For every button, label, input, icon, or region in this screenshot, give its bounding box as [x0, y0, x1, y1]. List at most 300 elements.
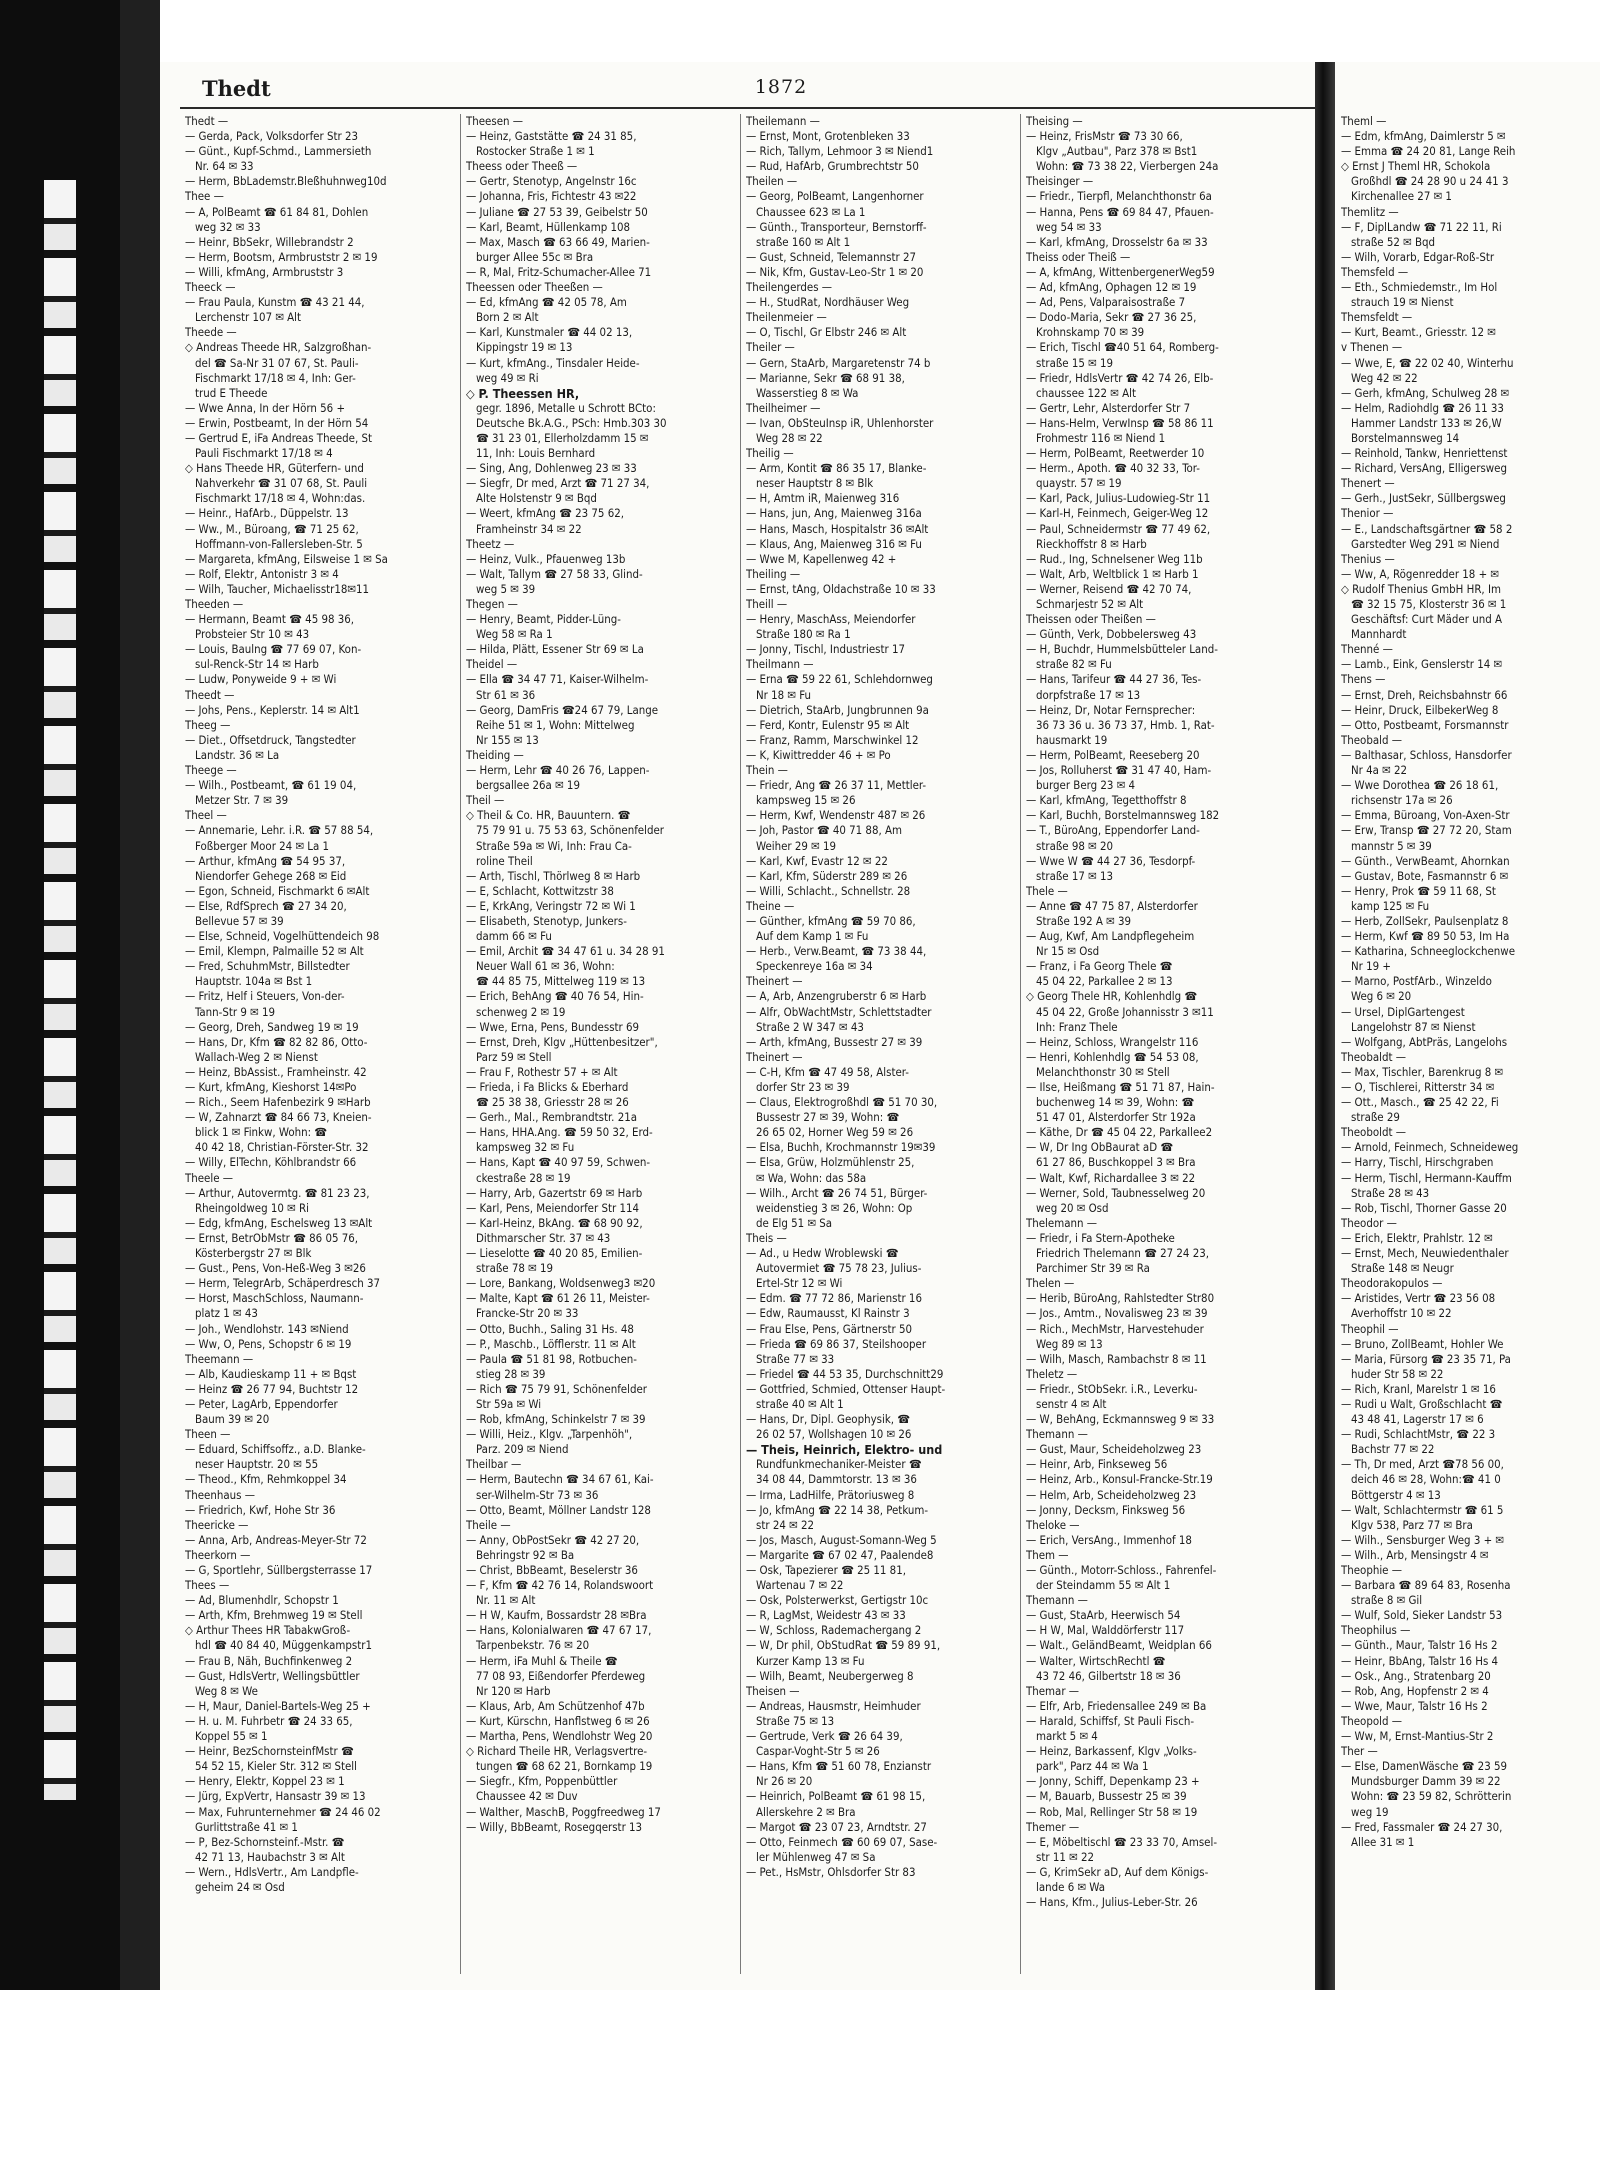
directory-entry-line: — Klaus, Ang, Maienweg 316 ✉ Fu	[746, 536, 922, 551]
directory-entry-line: — Ernst, Mont, Grotenbleken 33	[746, 129, 910, 144]
directory-entry-line: 54 52 15, Kieler Str. 312 ✉ Stell	[195, 1759, 357, 1774]
directory-entry-line: ◇ P. Theessen HR,	[466, 385, 580, 401]
directory-entry-line: — Malte, Kapt ☎ 61 26 11, Meister-	[466, 1291, 650, 1306]
directory-entry-line: — E, Möbeltischl ☎ 23 33 70, Amsel-	[1026, 1834, 1218, 1849]
directory-entry-line: — Claus, Elektrogroßhdl ☎ 51 70 30,	[746, 1095, 938, 1110]
directory-entry-line: — Rob, kfmAng, Schinkelstr 7 ✉ 39	[466, 1412, 646, 1427]
directory-entry-line: Baum 39 ✉ 20	[195, 1412, 270, 1427]
directory-entry-line: — A, PolBeamt ☎ 61 84 81, Dohlen	[185, 204, 369, 219]
directory-entry-line: — Hermann, Beamt ☎ 45 98 36,	[185, 612, 355, 627]
directory-entry-line: Theissen oder Theißen —	[1026, 612, 1156, 627]
directory-entry-line: — Elfr, Arb, Friedensallee 249 ✉ Ba	[1026, 1698, 1207, 1713]
directory-entry-line: — Annemarie, Lehr. i.R. ☎ 57 88 54,	[185, 823, 374, 838]
directory-entry-line: 45 04 22, Parkallee 2 ✉ 13	[1036, 974, 1173, 989]
directory-entry-line: Theedt —	[185, 687, 235, 702]
directory-entry-line: Theml —	[1341, 114, 1387, 128]
directory-entry-line: — Henry, Beamt, Pidder-Lüng-	[466, 612, 621, 627]
directory-entry-line: — Henry, MaschAss, Meiendorfer	[746, 612, 916, 627]
directory-entry-line: — Harry, Arb, Gazertstr 69 ✉ Harb	[466, 1185, 643, 1200]
directory-entry-line: hausmarkt 19	[1036, 732, 1108, 747]
directory-entry-line: — Marno, PostfArb., Winzeldo	[1341, 974, 1492, 989]
directory-entry-line: — Ilse, Heißmang ☎ 51 71 87, Hain-	[1026, 1080, 1215, 1094]
directory-entry-line: str 11 ✉ 22	[1036, 1849, 1094, 1864]
directory-entry-line: — Werner, Sold, Taubnesselweg 20	[1026, 1185, 1206, 1200]
directory-entry-line: ◇ Georg Thele HR, Kohlenhdlg ☎	[1026, 989, 1198, 1004]
directory-entry-line: Theine —	[746, 898, 795, 913]
directory-entry-line: — Aug, Kwf, Am Landpflegeheim	[1026, 929, 1195, 944]
directory-entry-line: Parz. 209 ✉ Niend	[476, 1442, 569, 1457]
directory-entry-line: Garstedter Weg 291 ✉ Niend	[1351, 536, 1500, 551]
directory-column-1	[180, 114, 458, 1974]
directory-entry-line: — C-H, Kfm ☎ 47 49 58, Alster-	[746, 1064, 909, 1079]
directory-entry-line: — E, Schlacht, Kottwitzstr 38	[466, 883, 614, 898]
directory-entry-line: ser-Wilhelm-Str 73 ✉ 36	[476, 1487, 599, 1502]
directory-entry-line: der Steindamm 55 ✉ Alt 1	[1036, 1578, 1171, 1593]
directory-entry-line: — Dodo-Maria, Sekr ☎ 27 36 25,	[1026, 310, 1197, 325]
directory-entry-line: — Henry, Prok ☎ 59 11 68, St	[1341, 883, 1496, 898]
directory-entry-line: — Barbara ☎ 89 64 83, Rosenha	[1341, 1578, 1511, 1593]
directory-entry-line: Tann-Str 9 ✉ 19	[195, 1004, 275, 1019]
directory-entry-line: — Wilh, Beamt, Neubergerweg 8	[746, 1668, 914, 1683]
directory-entry-line: Gurlittstraße 41 ✉ 1	[195, 1819, 298, 1834]
directory-entry-line: ler Mühlenweg 47 ✉ Sa	[756, 1849, 876, 1864]
directory-entry-line: — Anne ☎ 47 75 87, Alsterdorfer	[1026, 898, 1198, 913]
directory-entry-line: Frohmestr 116 ✉ Niend 1	[1036, 430, 1166, 445]
directory-entry-line: — Osk., Ang., Stratenbarg 20	[1341, 1668, 1491, 1683]
directory-entry-line: Mannhardt	[1351, 627, 1407, 642]
directory-entry-line: — Friedr, Ang ☎ 26 37 11, Mettler-	[746, 778, 927, 793]
directory-entry-line: — Margarite ☎ 67 02 47, Paalende8	[746, 1547, 934, 1562]
directory-entry-line: Nr. 64 ✉ 33	[195, 159, 254, 174]
directory-entry-line: — Max, Fuhrunternehmer ☎ 24 46 02	[185, 1804, 381, 1819]
next-page	[1335, 62, 1600, 1990]
page-number: 1872	[754, 76, 808, 98]
directory-entry-line: — Heinr, BbAng, Talstr 16 Hs 4	[1341, 1653, 1499, 1668]
directory-entry-line: — P, Bez-Schornsteinf.-Mstr. ☎	[185, 1834, 345, 1849]
directory-entry-line: — Fred, Fassmaler ☎ 24 27 30,	[1341, 1819, 1503, 1834]
directory-entry-line: — Herm., Apoth. ☎ 40 32 33, Tor-	[1026, 461, 1200, 476]
directory-entry-line: Themer —	[1026, 1819, 1080, 1834]
directory-entry-line: ◇ Andreas Theede HR, Salzgroßhan-	[185, 340, 372, 355]
directory-entry-line: — Maria, Fürsorg ☎ 23 35 71, Pa	[1341, 1351, 1511, 1366]
directory-entry-line: Weg 8 ✉ We	[195, 1683, 258, 1698]
directory-entry-line: Thees —	[185, 1578, 230, 1593]
directory-entry-line: — Gern, StaArb, Margaretenstr 74 b	[746, 355, 931, 370]
directory-entry-line: — A, Arb, Anzengruberstr 6 ✉ Harb	[746, 989, 927, 1004]
directory-entry-line: — W, BehAng, Eckmannsweg 9 ✉ 33	[1026, 1412, 1215, 1427]
directory-entry-line: — Walt, Tallym ☎ 27 58 33, Glind-	[466, 566, 643, 581]
directory-entry-line: mannstr 5 ✉ 39	[1351, 838, 1432, 853]
directory-entry-line: — Fritz, Helf i Steuers, Von-der-	[185, 989, 345, 1004]
directory-entry-line: — Wolfgang, AbtPräs, Langelohs	[1341, 1034, 1508, 1049]
directory-entry-line: Rheingoldweg 10 ✉ Ri	[195, 1200, 309, 1215]
directory-entry-line: — Wilh, Vorarb, Edgar-Roß-Str	[1341, 249, 1495, 264]
directory-entry-line: Thens —	[1341, 672, 1386, 687]
directory-entry-line: Nr 4a ✉ 22	[1351, 763, 1408, 778]
directory-entry-line: — Walt., GeländBeamt, Weidplan 66	[1026, 1638, 1212, 1653]
directory-entry-line: deich 46 ✉ 28, Wohn:☎ 41 0	[1351, 1472, 1501, 1487]
directory-entry-line: — Willi, Heiz., Klgv. „Tarpenhöh",	[466, 1427, 633, 1442]
next-page-column	[1341, 114, 1596, 1850]
directory-entry-line: — Otto, Buchh., Saling 31 Hs. 48	[466, 1321, 634, 1336]
directory-entry-line: — R, LagMst, Weidestr 43 ✉ 33	[746, 1608, 906, 1623]
directory-entry-line: — Ww, A, Rögenredder 18 + ✉	[1341, 566, 1499, 581]
directory-entry-line: — Friedr., StObSekr. i.R., Leverku-	[1026, 1381, 1198, 1396]
directory-entry-line: — Harald, Schiffsf, St Pauli Fisch-	[1026, 1713, 1195, 1728]
page-header	[160, 62, 1315, 104]
directory-entry-line: platz 1 ✉ 43	[195, 1306, 258, 1321]
directory-entry-line: — Harry, Tischl, Hirschgraben	[1341, 1155, 1494, 1170]
directory-entry-line: — G, KrimSekr aD, Auf dem Königs-	[1026, 1864, 1209, 1879]
directory-entry-line: — Joh, Pastor ☎ 40 71 88, Am	[746, 823, 902, 838]
directory-entry-line: — Rob, Ang, Hopfenstr 2 ✉ 4	[1341, 1683, 1489, 1698]
directory-entry-line: burger Allee 55c ✉ Bra	[476, 249, 594, 264]
directory-entry-line: — Erw, Transp ☎ 27 72 20, Stam	[1341, 823, 1512, 838]
directory-entry-line: ☎ 31 23 01, Ellerholzdamm 15 ✉	[476, 430, 649, 445]
directory-entry-line: straße 52 ✉ Bqd	[1351, 234, 1436, 249]
directory-entry-line: Theoboldt —	[1341, 1125, 1406, 1140]
directory-entry-line: trud E Theede	[195, 385, 268, 400]
directory-entry-line: Theophil —	[1341, 1321, 1399, 1336]
directory-entry-line: senstr 4 ✉ Alt	[1036, 1396, 1107, 1411]
directory-entry-line: Weg 58 ✉ Ra 1	[476, 627, 553, 642]
directory-entry-line: Pauli Fischmarkt 17/18 ✉ 4	[195, 446, 333, 461]
directory-entry-line: Framheinstr 34 ✉ 22	[476, 521, 582, 536]
directory-entry-line: dorfer Str 23 ✉ 39	[756, 1080, 850, 1094]
directory-entry-line: Auf dem Kamp 1 ✉ Fu	[756, 929, 869, 944]
directory-entry-line: — Wilh., Postbeamt, ☎ 61 19 04,	[185, 778, 357, 793]
directory-entry-line: — Gerh., Mal., Rembrandtstr. 21a	[466, 1110, 638, 1125]
directory-entry-line: — Rich., Seem Hafenbezirk 9 ✉Harb	[185, 1095, 371, 1110]
directory-entry-line: — Richard, VersAng, Elligersweg	[1341, 461, 1507, 476]
directory-entry-line: Theising —	[1026, 114, 1083, 128]
directory-entry-line: — O, Tischl, Gr Elbstr 246 ✉ Alt	[746, 325, 907, 340]
directory-entry-line: — K, Kiwittredder 46 + ✉ Po	[746, 747, 891, 762]
directory-entry-line: Theodor —	[1341, 1215, 1397, 1230]
directory-entry-line: — Gust, Maur, Scheideholzweg 23	[1026, 1442, 1202, 1457]
directory-entry-line: — W, Zahnarzt ☎ 84 66 73, Kneien-	[185, 1110, 372, 1125]
directory-entry-line: Landstr. 36 ✉ La	[195, 747, 280, 762]
directory-entry-line: — Ernst, tAng, Oldachstraße 10 ✉ 33	[746, 581, 936, 596]
directory-entry-line: — Katharina, Schneeglockchenwe	[1341, 944, 1515, 959]
directory-entry-line: — Karl-Heinz, BkAng. ☎ 68 90 92,	[466, 1215, 643, 1230]
directory-entry-line: Bellevue 57 ✉ 39	[195, 913, 284, 928]
directory-entry-line: — Gertrud E, iFa Andreas Theede, St	[185, 430, 373, 445]
directory-entry-line: ◇ Ernst J Theml HR, Schokola	[1341, 159, 1491, 174]
directory-entry-line: ◇ Theil & Co. HR, Bauuntern. ☎	[466, 808, 631, 823]
directory-entry-line: — Ad, Blumenhdlr, Schopstr 1	[185, 1593, 339, 1608]
directory-entry-line: chaussee 122 ✉ Alt	[1036, 385, 1136, 400]
directory-entry-line: Theiling —	[746, 566, 801, 581]
directory-entry-line: — Emil, Klempn, Palmaille 52 ✉ Alt	[185, 944, 364, 959]
directory-entry-line: 36 73 36 u. 36 73 37, Hmb. 1, Rat-	[1036, 717, 1215, 732]
directory-entry-line: — Wulf, Sold, Sieker Landstr 53	[1341, 1608, 1503, 1623]
directory-entry-line: — Aristides, Vertr ☎ 23 56 08	[1341, 1291, 1496, 1306]
directory-entry-line: Inh: Franz Thele	[1036, 1019, 1118, 1034]
directory-entry-line: Rieckhoffstr 8 ✉ Harb	[1036, 536, 1147, 551]
directory-entry-line: — Gust, HdlsVertr, Wellingsbüttler	[185, 1668, 360, 1683]
directory-entry-line: Theidel —	[466, 657, 518, 672]
directory-entry-line: Born 2 ✉ Alt	[476, 310, 539, 325]
directory-entry-line: Theele —	[185, 1170, 234, 1185]
directory-entry-line: Theobaldt —	[1341, 1049, 1406, 1064]
directory-entry-line: Nr. 11 ✉ Alt	[476, 1593, 536, 1608]
directory-entry-line: Str 59a ✉ Wi	[476, 1396, 542, 1411]
directory-entry-line: — H., StudRat, Nordhäuser Weg	[746, 295, 910, 310]
directory-entry-line: — Wilh, Masch, Rambachstr 8 ✉ 11	[1026, 1351, 1207, 1366]
directory-entry-line: ◇ Richard Theile HR, Verlagsvertre-	[466, 1744, 648, 1759]
directory-entry-line: — Wwe, Maur, Talstr 16 Hs 2	[1341, 1698, 1488, 1713]
directory-entry-line: — Karl-H, Feinmech, Geiger-Weg 12	[1026, 506, 1209, 521]
directory-entry-line: — Wwe M, Kapellenweg 42 +	[746, 551, 897, 566]
directory-entry-line: Chaussee 42 ✉ Duv	[476, 1789, 578, 1804]
directory-entry-line: — Heinz, Arb., Konsul-Francke-Str.19	[1026, 1472, 1213, 1487]
directory-entry-line: neser Hauptstr. 20 ✉ 55	[195, 1457, 319, 1472]
directory-entry-line: Straße 28 ✉ 43	[1351, 1185, 1430, 1200]
directory-entry-line: — Rob, Mal, Rellinger Str 58 ✉ 19	[1026, 1804, 1198, 1819]
directory-entry-line: Rostocker Straße 1 ✉ 1	[476, 144, 595, 159]
directory-entry-line: — Ad., u Hedw Wroblewski ☎	[746, 1246, 899, 1261]
directory-entry-line: Autovermiet ☎ 75 78 23, Julius-	[756, 1261, 922, 1276]
directory-entry-line: — Erich, BehAng ☎ 40 76 54, Hin-	[466, 989, 644, 1004]
directory-entry-line: — Emma, Büroang, Von-Axen-Str	[1341, 808, 1510, 823]
directory-entry-line: Weg 28 ✉ 22	[756, 430, 823, 445]
directory-entry-line: — Friedel ☎ 44 53 35, Durchschnitt29	[746, 1366, 944, 1381]
directory-entry-line: — Günth., Motorr-Schloss., Fahrenfel-	[1026, 1563, 1217, 1577]
directory-entry-line: — Georg, DamFris ☎24 67 79, Lange	[466, 702, 659, 717]
directory-entry-line: — Hans, HHA.Ang. ☎ 59 50 32, Erd-	[466, 1125, 653, 1140]
directory-entry-line: — Hans, Dr, Kfm ☎ 82 82 86, Otto-	[185, 1034, 368, 1049]
directory-entry-line: 40 42 18, Christian-Förster-Str. 32	[195, 1140, 369, 1155]
directory-entry-line: Theen —	[185, 1427, 231, 1442]
directory-entry-line: — Hanna, Pens ☎ 69 84 47, Pfauen-	[1026, 204, 1214, 219]
directory-entry-line: — Franz, Ramm, Marschwinkel 12	[746, 732, 919, 747]
directory-entry-line: — Ernst, Mech, Neuwiedenthaler	[1341, 1246, 1509, 1261]
directory-entry-line: — Gustav, Bote, Fasmannstr 6 ✉	[1341, 868, 1509, 883]
directory-entry-line: — Ludw, Ponyweide 9 + ✉ Wi	[185, 672, 337, 687]
directory-entry-line: Reihe 51 ✉ 1, Wohn: Mittelweg	[476, 717, 635, 732]
directory-entry-line: weg 54 ✉ 33	[1036, 219, 1102, 234]
directory-entry-line: — Hans, Kapt ☎ 40 97 59, Schwen-	[466, 1155, 651, 1170]
directory-entry-line: — Else, RdfSprech ☎ 27 34 20,	[185, 898, 347, 913]
directory-entry-line: Theel —	[185, 808, 227, 823]
directory-entry-line: — H W, Mal, Walddörferstr 117	[1026, 1623, 1185, 1638]
directory-entry-line: Theile —	[466, 1517, 511, 1532]
directory-entry-line: Theilbar —	[466, 1457, 522, 1472]
spine-shadow	[120, 0, 160, 1990]
directory-entry-line: — Heinr, Arb, Finkseweg 56	[1026, 1457, 1168, 1472]
directory-entry-line: — Ella ☎ 34 47 71, Kaiser-Wilhelm-	[466, 672, 649, 687]
directory-entry-line: — Rich, Kranl, Marelstr 1 ✉ 16	[1341, 1381, 1496, 1396]
directory-entry-line: — Heinz, Schloss, Wrangelstr 116	[1026, 1034, 1199, 1049]
directory-entry-line: — Kurt, Beamt., Griesstr. 12 ✉	[1341, 325, 1496, 340]
directory-entry-line: — Kurt, Kürschn, Hanflstweg 6 ✉ 26	[466, 1713, 650, 1728]
directory-entry-line: — Paula ☎ 51 81 98, Rotbuchen-	[466, 1351, 637, 1366]
directory-entry-line: Krohnskamp 70 ✉ 39	[1036, 325, 1145, 340]
directory-entry-line: — Juliane ☎ 27 53 39, Geibelstr 50	[466, 204, 648, 219]
directory-entry-line: — Willi, Schlacht., Schnellstr. 28	[746, 883, 911, 898]
directory-entry-line: — Frau B, Näh, Buchfinkenweg 2	[185, 1653, 353, 1668]
directory-column-4	[1020, 114, 1298, 1974]
directory-entry-line: Themar —	[1026, 1683, 1080, 1698]
directory-entry-line: Foßberger Moor 24 ✉ La 1	[195, 838, 330, 853]
directory-entry-line: Langelohstr 87 ✉ Nienst	[1351, 1019, 1476, 1034]
directory-entry-line: — H, Buchdr, Hummelsbütteler Land-	[1026, 642, 1218, 657]
directory-entry-line: Alte Holstenstr 9 ✉ Bqd	[476, 491, 597, 506]
directory-entry-line: Geschäftsf: Curt Mäder und A	[1351, 612, 1502, 627]
directory-entry-line: — Arnold, Feinmech, Schneideweg	[1341, 1140, 1519, 1155]
directory-entry-line: — Karl, Beamt, Hüllenkamp 108	[466, 219, 631, 234]
directory-entry-line: Theerkorn —	[185, 1547, 251, 1562]
directory-entry-line: 51 47 01, Alsterdorfer Str 192a	[1036, 1110, 1196, 1125]
directory-entry-line: — Lamb., Eink, Genslerstr 14 ✉	[1341, 657, 1503, 672]
directory-entry-line: — Bruno, ZollBeamt, Hohler We	[1341, 1336, 1504, 1351]
directory-entry-line: lande 6 ✉ Wa	[1036, 1879, 1105, 1894]
directory-entry-line: — Paul, Schneidermstr ☎ 77 49 62,	[1026, 521, 1211, 536]
directory-entry-line: — Osk, Polsterwerkst, Gertigstr 10c	[746, 1593, 929, 1608]
directory-entry-line: — Arth, Kfm, Brehmweg 19 ✉ Stell	[185, 1608, 363, 1623]
directory-entry-line: — Ad, Pens, Valparaisostraße 7	[1026, 295, 1186, 310]
directory-entry-line: — Karl, Buchh, Borstelmannsweg 182	[1026, 808, 1220, 823]
directory-entry-line: Theeg —	[185, 717, 231, 732]
directory-entry-line: damm 66 ✉ Fu	[476, 929, 552, 944]
directory-entry-line: Thelen —	[1026, 1276, 1075, 1291]
directory-entry-line: — Edm, kfmAng, Daimlerstr 5 ✉	[1341, 129, 1506, 144]
directory-entry-line: — Georg, Dreh, Sandweg 19 ✉ 19	[185, 1019, 359, 1034]
directory-entry-line: — Wilh, Taucher, Michaelisstr18✉11	[185, 581, 370, 596]
directory-entry-line: — Gertr, Lehr, Alsterdorfer Str 7	[1026, 400, 1191, 415]
directory-entry-line: — Herb., Verw.Beamt, ☎ 73 38 44,	[746, 944, 927, 959]
directory-entry-line: — Alb, Kaudieskamp 11 + ✉ Bqst	[185, 1366, 357, 1381]
directory-entry-line: Dithmarscher Str. 37 ✉ 43	[476, 1230, 611, 1245]
directory-entry-line: — Heinz, Barkassenf, Klgv „Volks-	[1026, 1744, 1197, 1759]
directory-entry-line: Deutsche Bk.A.G., PSch: Hmb.303 30	[476, 415, 667, 430]
directory-entry-line: — Kurt, kfmAng., Tinsdaler Heide-	[466, 355, 640, 370]
directory-entry-line: richsenstr 17a ✉ 26	[1351, 793, 1453, 808]
directory-entry-line: Theilen —	[746, 174, 798, 189]
directory-entry-line: — Herm, iFa Muhl & Theile ☎	[466, 1653, 618, 1668]
directory-entry-line: — Karl, Pens, Meiendorfer Str 114	[466, 1200, 639, 1215]
directory-entry-line: straße 78 ✉ 19	[476, 1261, 554, 1276]
directory-entry-line: buchenweg 14 ✉ 39, Wohn: ☎	[1036, 1095, 1195, 1110]
scan-margin	[0, 1990, 1600, 2177]
directory-entry-line: — Otto, Postbeamt, Forsmannstr	[1341, 717, 1509, 732]
book-spine-strip	[0, 0, 160, 1990]
directory-entry-line: Hoffmann-von-Fallersleben-Str. 5	[195, 536, 363, 551]
directory-entry-line: Theilmann —	[746, 657, 814, 672]
directory-entry-line: — A, kfmAng, WittenbergenerWeg59	[1026, 264, 1215, 279]
directory-entry-line: schenweg 2 ✉ 19	[476, 1004, 566, 1019]
directory-entry-line: — Gust, Schneid, Telemannstr 27	[746, 249, 917, 264]
directory-entry-line: — Andreas, Hausmstr, Heimhuder	[746, 1698, 921, 1713]
directory-entry-line: Melanchthonstr 30 ✉ Stell	[1036, 1064, 1170, 1079]
directory-entry-line: — Rich., MechMstr, Harvestehuder	[1026, 1321, 1204, 1336]
directory-entry-line: — Willy, BbBeamt, Rosegqerstr 13	[466, 1819, 643, 1834]
directory-entry-line: — Herm, Lehr ☎ 40 26 76, Lappen-	[466, 763, 650, 778]
directory-entry-line: Allee 31 ✉ 1	[1351, 1834, 1415, 1849]
directory-entry-line: Hauptstr. 104a ✉ Bst 1	[195, 974, 313, 989]
directory-entry-line: — Walther, MaschB, Poggfreedweg 17	[466, 1804, 661, 1819]
directory-entry-line: — Rob, Tischl, Thorner Gasse 20	[1341, 1200, 1507, 1215]
previous-page-edge	[44, 180, 76, 1800]
directory-entry-line: — Max, Masch ☎ 63 66 49, Marien-	[466, 234, 650, 249]
directory-entry-line: — Diet., Offsetdruck, Tangstedter	[185, 732, 356, 747]
directory-entry-line: — Jürg, ExpVertr, Hansastr 39 ✉ 13	[185, 1789, 366, 1804]
directory-entry-line: — Karl, kfmAng, Drosselstr 6a ✉ 33	[1026, 234, 1208, 249]
directory-entry-line: — Else, Schneid, Vogelhüttendeich 98	[185, 929, 380, 944]
directory-entry-line: — Alfr, ObWachtMstr, Schlettstadter	[746, 1004, 932, 1019]
directory-entry-line: Theiding —	[466, 747, 524, 762]
directory-entry-line: Straße 75 ✉ 13	[756, 1713, 835, 1728]
directory-entry-line: 11, Inh: Louis Bernhard	[476, 446, 596, 461]
directory-column-3	[740, 114, 1018, 1974]
directory-entry-line: — Dietrich, StaArb, Jungbrunnen 9a	[746, 702, 929, 717]
directory-entry-line: — Gertr, Stenotyp, Angelnstr 16c	[466, 174, 637, 189]
book-gutter	[1315, 62, 1335, 1990]
directory-entry-line: straße 82 ✉ Fu	[1036, 657, 1112, 672]
directory-entry-line: Neuer Wall 61 ✉ 36, Wohn:	[476, 959, 615, 974]
directory-entry-line: — Elsa, Grüw, Holzmühlenstr 25,	[746, 1155, 915, 1170]
directory-entry-line: 43 48 41, Lagerstr 17 ✉ 6	[1351, 1412, 1484, 1427]
directory-entry-line: ◇ Arthur Thees HR TabakwGroß-	[185, 1623, 351, 1638]
directory-entry-line: — Henry, Elektr, Koppel 23 ✉ 1	[185, 1774, 345, 1789]
directory-entry-line: — Karl, Kwf, Evastr 12 ✉ 22	[746, 853, 888, 868]
directory-entry-line: — Margot ☎ 23 07 23, Arndtstr. 27	[746, 1819, 927, 1834]
directory-entry-line: 75 79 91 u. 75 53 63, Schönenfelder	[476, 823, 664, 838]
directory-entry-line: — Rich, Tallym, Lehmoor 3 ✉ Niend1	[746, 144, 934, 159]
directory-entry-line: — M, Bauarb, Bussestr 25 ✉ 39	[1026, 1789, 1187, 1804]
directory-entry-line: Theess oder Theeß —	[466, 159, 578, 174]
directory-entry-line: Parz 59 ✉ Stell	[476, 1049, 552, 1064]
directory-entry-line: Nr 120 ✉ Harb	[476, 1683, 551, 1698]
directory-entry-line: hdl ☎ 40 84 40, Müggenkampstr1	[195, 1638, 372, 1653]
directory-entry-line: ☎ 25 38 38, Griesstr 28 ✉ 26	[476, 1095, 629, 1110]
directory-entry-line: — Ww, M, Ernst-Mantius-Str 2	[1341, 1729, 1494, 1744]
directory-entry-line: Ther —	[1341, 1744, 1378, 1759]
directory-entry-line: — Emma ☎ 24 20 81, Lange Reih	[1341, 144, 1516, 159]
directory-entry-line: — Friedr., Tierpfl, Melanchthonstr 6a	[1026, 189, 1212, 204]
directory-entry-line: — Walter, WirtschRechtl ☎	[1026, 1653, 1166, 1668]
directory-entry-line: 26 02 57, Wollshagen 10 ✉ 26	[756, 1427, 912, 1442]
directory-entry-line: 61 27 86, Buschkoppel 3 ✉ Bra	[1036, 1155, 1196, 1170]
directory-entry-line: — Gust., Pens, Von-Heß-Weg 3 ✉26	[185, 1261, 366, 1276]
directory-entry-line: — Margareta, kfmAng, Eilsweise 1 ✉ Sa	[185, 551, 388, 566]
directory-entry-line: — Herm, Bootsm, Armbruststr 2 ✉ 19	[185, 249, 378, 264]
directory-entry-line: — F, Kfm ☎ 42 76 14, Rolandswoort	[466, 1578, 654, 1593]
directory-entry-line: — Horst, MaschSchloss, Naumann-	[185, 1291, 364, 1306]
directory-entry-line: — Gerda, Pack, Volksdorfer Str 23	[185, 129, 358, 144]
directory-entry-line: Weg 42 ✉ 22	[1351, 370, 1418, 385]
directory-entry-line: Tarpenbekstr. 76 ✉ 20	[476, 1638, 590, 1653]
directory-entry-line: — Ww., M., Büroang, ☎ 71 25 62,	[185, 521, 359, 536]
directory-entry-line: — Elisabeth, Stenotyp, Junkers-	[466, 913, 627, 928]
directory-entry-line: — Arth, kfmAng, Bussestr 27 ✉ 39	[746, 1034, 923, 1049]
directory-entry-line: — Willy, ElTechn, Köhlbrandstr 66	[185, 1155, 357, 1170]
directory-entry-line: — Weert, kfmAng ☎ 23 75 62,	[466, 506, 624, 521]
directory-entry-line: — Otto, Beamt, Möllner Landstr 128	[466, 1502, 651, 1517]
directory-entry-line: Theeck —	[185, 280, 236, 295]
directory-entry-line: — Heinz ☎ 26 77 94, Buchtstr 12	[185, 1381, 359, 1396]
directory-entry-line: — Johs, Pens., Keplerstr. 14 ✉ Alt1	[185, 702, 360, 717]
directory-entry-line: str 24 ✉ 22	[756, 1517, 814, 1532]
directory-entry-line: — Gerh., JustSekr, Süllbergsweg	[1341, 491, 1506, 506]
directory-entry-line: 42 71 13, Haubachstr 3 ✉ Alt	[195, 1849, 345, 1864]
directory-entry-line: — Jos, Masch, August-Somann-Weg 5	[746, 1532, 937, 1547]
directory-entry-line: — Ernst, Dreh, Klgv „Hüttenbesitzer",	[466, 1034, 658, 1049]
directory-entry-line: 34 08 44, Dammtorstr. 13 ✉ 36	[756, 1472, 917, 1487]
directory-entry-line: — Klaus, Arb, Am Schützenhof 47b	[466, 1698, 645, 1713]
directory-page	[160, 62, 1315, 1990]
